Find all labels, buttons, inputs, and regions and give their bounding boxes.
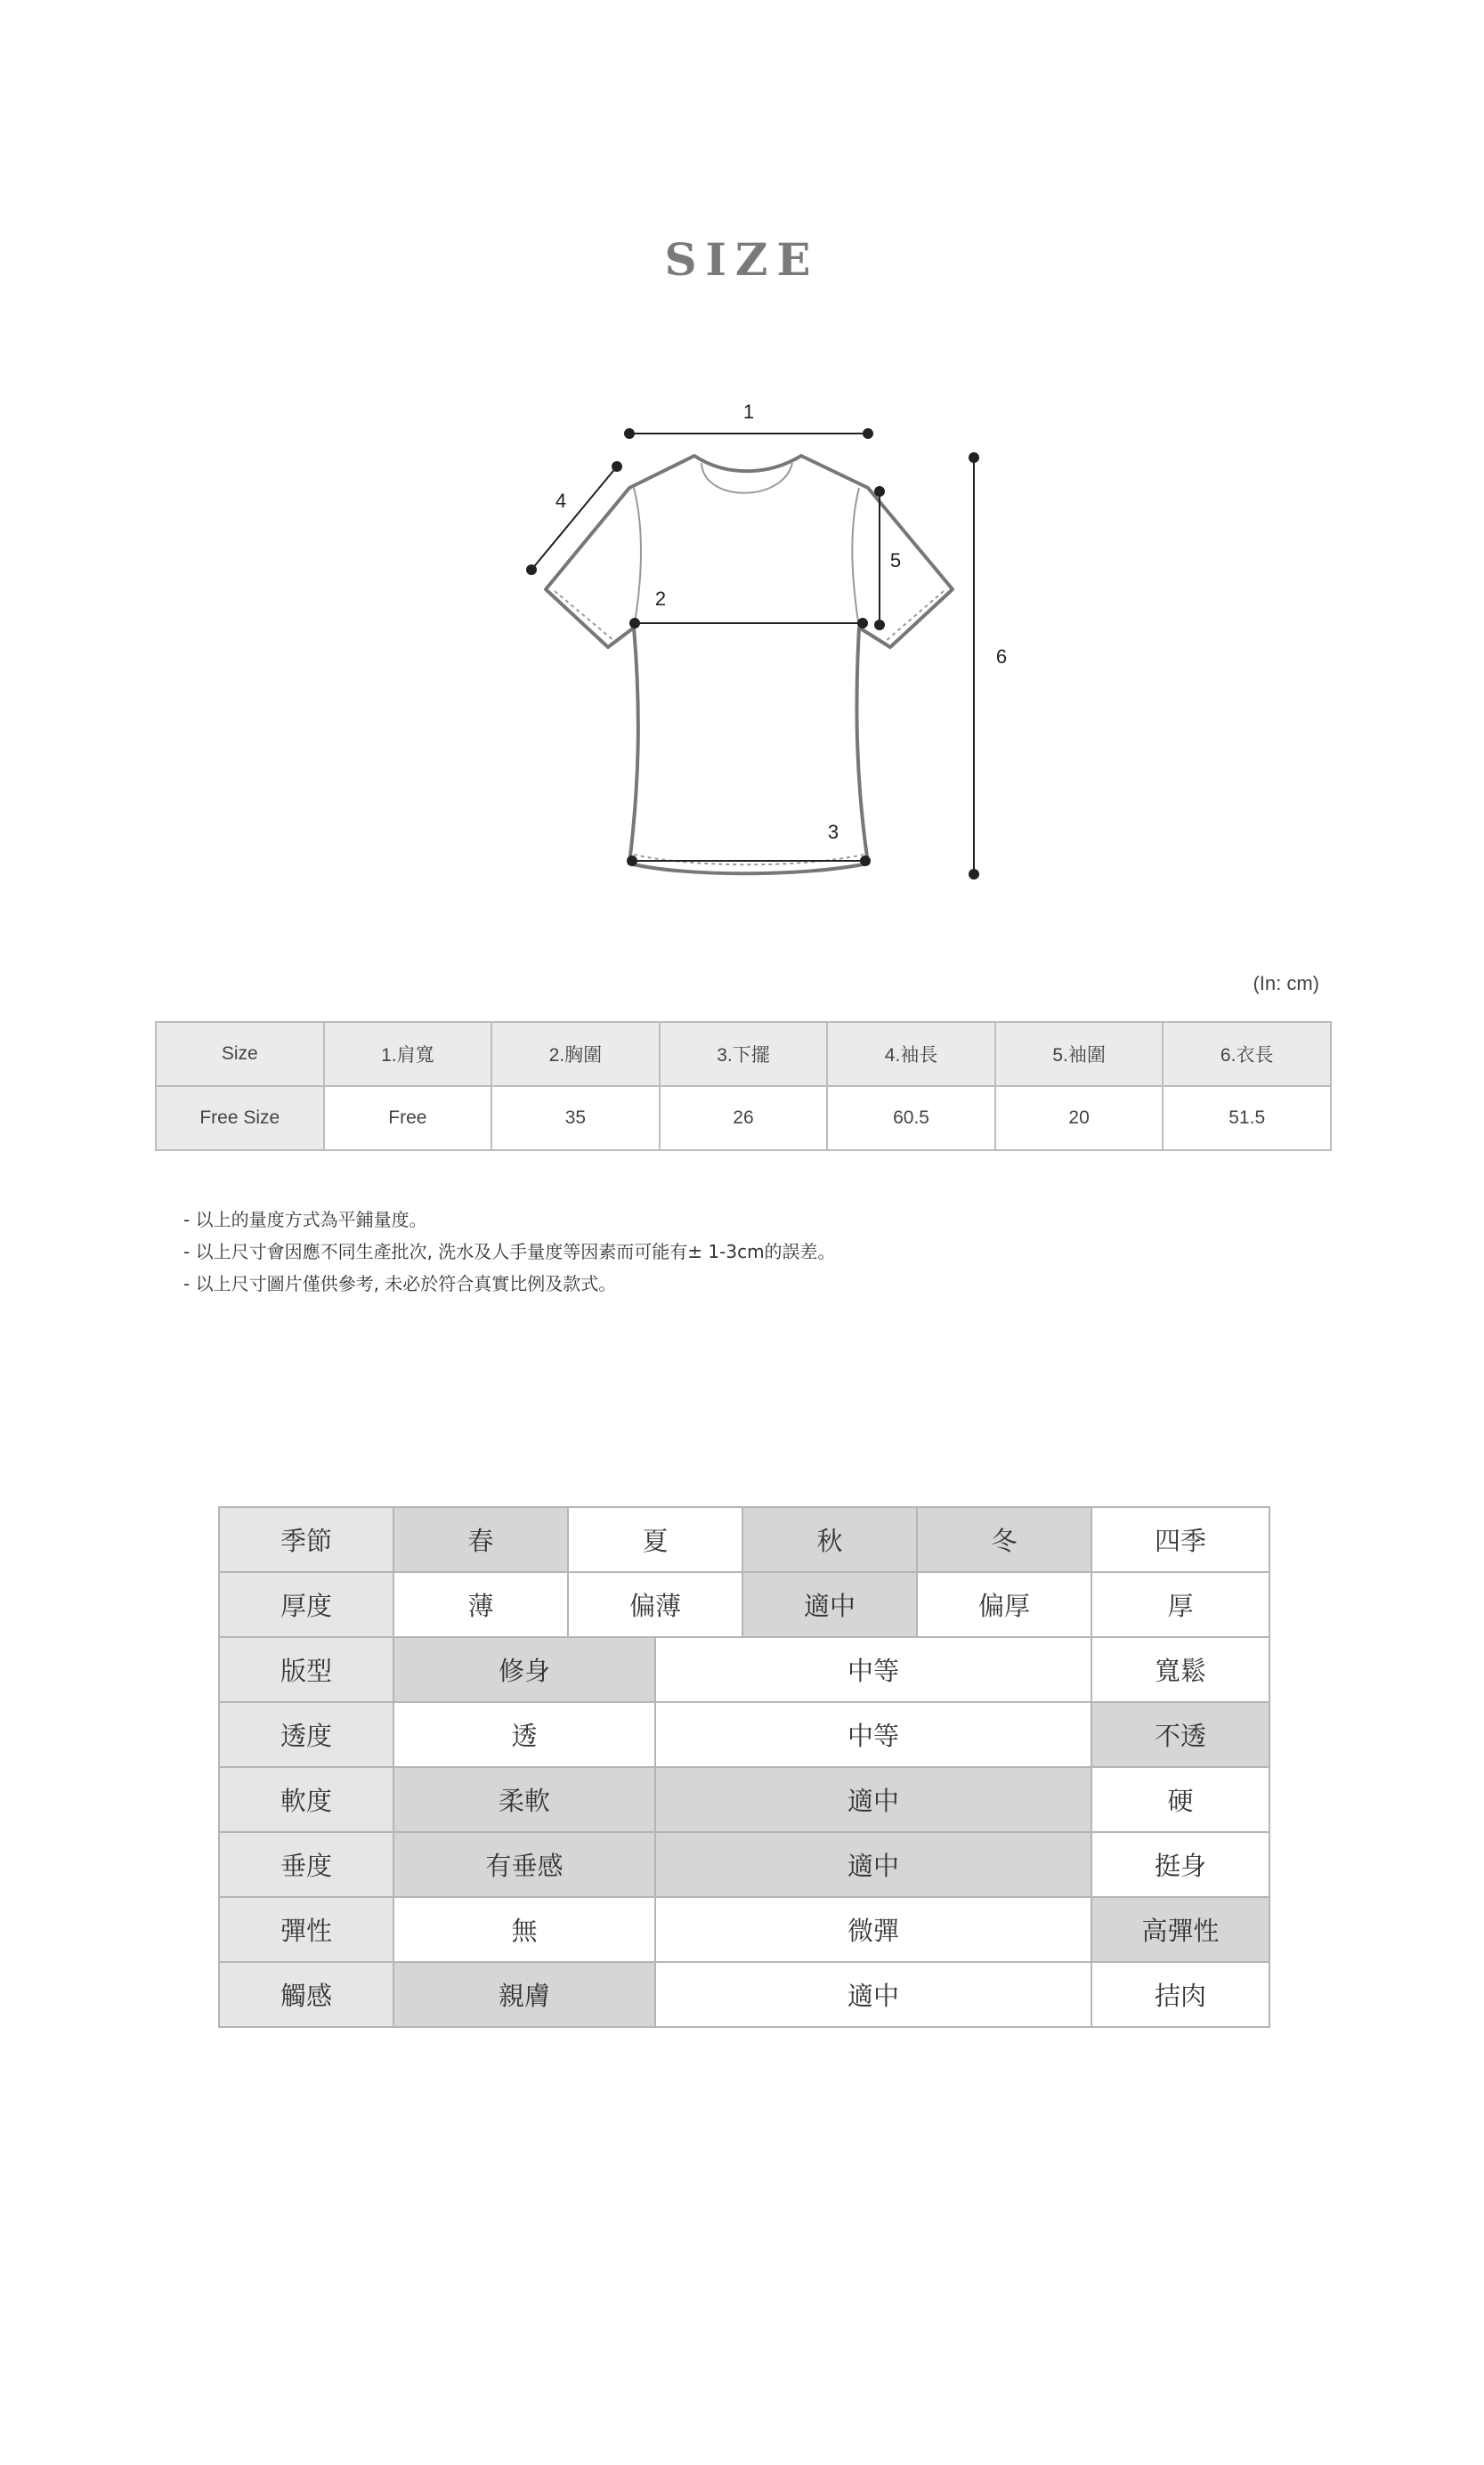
size-value-cell: 51.5 bbox=[1163, 1086, 1331, 1150]
armhole-left bbox=[634, 488, 641, 628]
size-table-row bbox=[156, 1086, 1331, 1150]
size-table-header-row bbox=[156, 1022, 1331, 1086]
size-value-cell: Free bbox=[324, 1086, 492, 1150]
attr-option-selected: 適中 bbox=[655, 1767, 1091, 1832]
size-row-label: Free Size bbox=[156, 1086, 324, 1150]
size-header-cell: 1.肩寬 bbox=[324, 1022, 492, 1086]
note-line: - 以上尺寸會因應不同生產批次, 洗水及人手量度等因素而可能有± 1-3cm的誤差。 bbox=[183, 1241, 836, 1262]
measure-label-3: 3 bbox=[827, 821, 839, 843]
attr-option: 寬鬆 bbox=[1091, 1637, 1269, 1702]
attr-option: 透 bbox=[393, 1702, 655, 1767]
unit-label: (In: cm) bbox=[1253, 972, 1319, 994]
sleeve-hem-left bbox=[555, 591, 614, 641]
measure-label-6: 6 bbox=[995, 645, 1008, 668]
bottom-hem bbox=[634, 855, 864, 864]
size-header-cell: Size bbox=[156, 1022, 324, 1086]
sleeve-hem-right bbox=[886, 591, 944, 641]
size-table bbox=[155, 1021, 1332, 1151]
attr-option-selected: 春 bbox=[393, 1507, 568, 1572]
attr-label: 透度 bbox=[219, 1702, 393, 1767]
attr-row-fit bbox=[219, 1637, 1269, 1702]
attr-option: 無 bbox=[393, 1897, 655, 1962]
attr-option: 四季 bbox=[1091, 1507, 1269, 1572]
attr-option: 適中 bbox=[655, 1962, 1091, 2027]
attr-option-selected: 修身 bbox=[393, 1637, 655, 1702]
attr-label: 彈性 bbox=[219, 1897, 393, 1962]
fabric-attribute-table bbox=[218, 1506, 1270, 2028]
attr-option: 厚 bbox=[1091, 1572, 1269, 1637]
attr-row-transparency bbox=[219, 1702, 1269, 1767]
measure-label-4: 4 bbox=[555, 490, 567, 512]
attr-option-selected: 不透 bbox=[1091, 1702, 1269, 1767]
attr-label: 垂度 bbox=[219, 1832, 393, 1897]
attr-option-selected: 有垂感 bbox=[393, 1832, 655, 1897]
attr-option: 挺身 bbox=[1091, 1832, 1269, 1897]
attr-option: 偏薄 bbox=[568, 1572, 742, 1637]
measurement-notes bbox=[183, 1204, 836, 1300]
attr-option-selected: 親膚 bbox=[393, 1962, 655, 2027]
size-value-cell: 20 bbox=[995, 1086, 1164, 1150]
attr-option-selected: 適中 bbox=[655, 1832, 1091, 1897]
attr-option: 中等 bbox=[655, 1702, 1091, 1767]
size-header-cell: 6.衣長 bbox=[1163, 1022, 1331, 1086]
measure-label-5: 5 bbox=[889, 549, 902, 572]
tshirt-outline bbox=[546, 456, 953, 873]
attr-option: 硬 bbox=[1091, 1767, 1269, 1832]
size-header-cell: 4.袖長 bbox=[827, 1022, 995, 1086]
attr-label: 軟度 bbox=[219, 1767, 393, 1832]
attr-option: 薄 bbox=[393, 1572, 568, 1637]
attr-row-season bbox=[219, 1507, 1269, 1572]
attr-label: 厚度 bbox=[219, 1572, 393, 1637]
armhole-right bbox=[852, 488, 859, 628]
attr-label: 觸感 bbox=[219, 1962, 393, 2027]
attr-row-softness bbox=[219, 1767, 1269, 1832]
attr-option-selected: 柔軟 bbox=[393, 1767, 655, 1832]
attr-row-touch bbox=[219, 1962, 1269, 2027]
measure-label-1: 1 bbox=[742, 401, 755, 423]
size-value-cell: 35 bbox=[491, 1086, 660, 1150]
attr-label: 季節 bbox=[219, 1507, 393, 1572]
attr-option: 中等 bbox=[655, 1637, 1091, 1702]
note-line: - 以上的量度方式為平鋪量度。 bbox=[183, 1209, 427, 1230]
size-header-cell: 5.袖圍 bbox=[995, 1022, 1164, 1086]
size-value-cell: 60.5 bbox=[827, 1086, 995, 1150]
measure-label-2: 2 bbox=[654, 588, 667, 610]
attr-option: 拮肉 bbox=[1091, 1962, 1269, 2027]
tshirt-size-diagram bbox=[0, 0, 1484, 944]
size-header-cell: 3.下擺 bbox=[660, 1022, 828, 1086]
attr-option-selected: 適中 bbox=[742, 1572, 917, 1637]
attr-option: 微彈 bbox=[655, 1897, 1091, 1962]
attr-row-elasticity bbox=[219, 1897, 1269, 1962]
attr-option: 夏 bbox=[568, 1507, 742, 1572]
attr-row-thickness bbox=[219, 1572, 1269, 1637]
page-title: SIZE bbox=[664, 233, 820, 286]
attr-option: 偏厚 bbox=[917, 1572, 1091, 1637]
note-line: - 以上尺寸圖片僅供參考, 未必於符合真實比例及款式。 bbox=[183, 1273, 617, 1294]
attr-option-selected: 高彈性 bbox=[1091, 1897, 1269, 1962]
size-header-cell: 2.胸圍 bbox=[491, 1022, 660, 1086]
attr-label: 版型 bbox=[219, 1637, 393, 1702]
attr-row-drape bbox=[219, 1832, 1269, 1897]
attr-option-selected: 冬 bbox=[917, 1507, 1091, 1572]
attr-option-selected: 秋 bbox=[742, 1507, 917, 1572]
size-value-cell: 26 bbox=[660, 1086, 828, 1150]
